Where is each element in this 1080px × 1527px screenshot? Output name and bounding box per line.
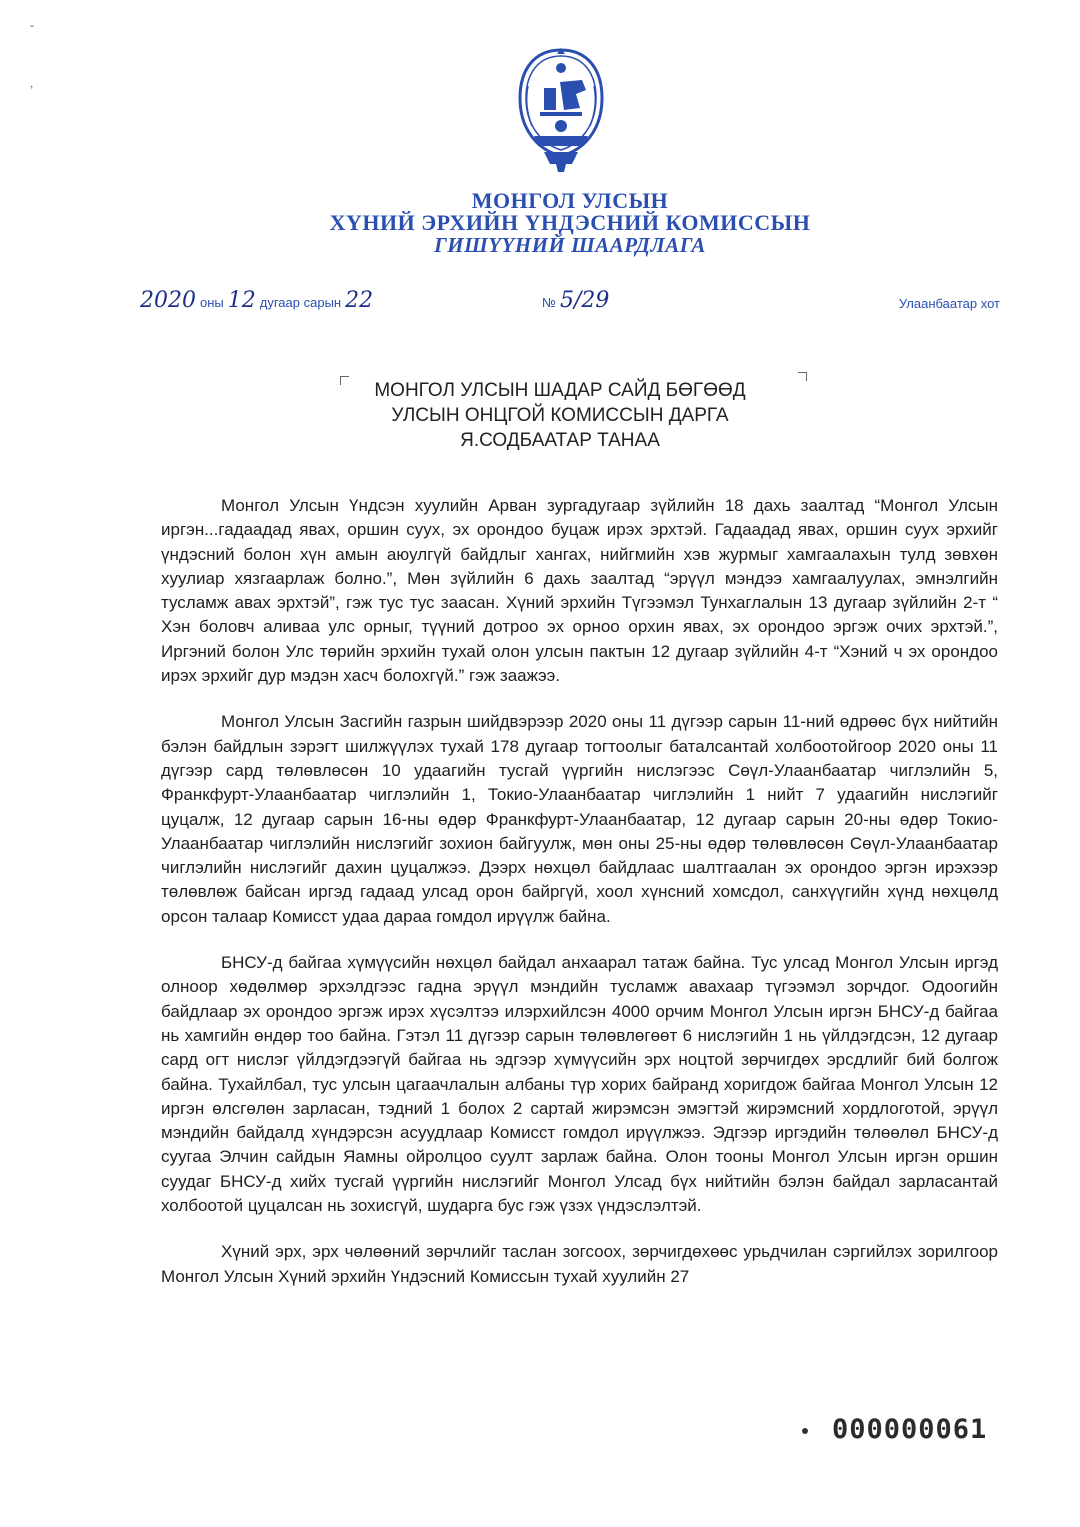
issuing-organization (190, 190, 950, 256)
addressee-block (290, 378, 830, 453)
date-year: 2020 (140, 288, 196, 313)
stamp-dot (802, 1428, 808, 1434)
org-line-country: МОНГОЛ УЛСЫН (471, 188, 669, 213)
document-number (538, 288, 609, 313)
serial-number: 000000061 (832, 1414, 988, 1445)
addressee-line-3: Я.СОДБААТАР ТАНАА (460, 430, 660, 451)
body-paragraph: Монгол Улсын Үндсэн хуулийн Арван зургадугаар зүйлийн 18 дахь заалтад “Монгол Улсын иргэн...гадаадад явах, оршин суух, эх орондоо буцаж ирэх эрхтэй. Гадаадад явах, оршин суух эрхийг үндэсний болон хүн амын аюулгүй байдлыг хангах, нийгмийн хэв журмыг хамгаалахын тулд зөвхөн хуулиар хязгаарлаж болно.”, Мөн зүйлийн 6 дахь заалтад “эрүүл мэндээ хамгаалуулах, эмнэлгийн тусламж авах эрхтэй”, гэж тус тус заасан. Хүний эрхийн Түгээмэл Тунхаглалын 13 дугаар зүйлийн 2-т “ Хэн боловч аливаа улс орныг, түүний дотроо эх орноо орхин явах, эх орондоо эргэж очих эрхтэй.”, Иргэний болон Улс төрийн эрхийн тухай олон улсын пактын 12 дугаар зүйлийн 4-т “Хэний ч эх орондоо ирэх эрхийг дур мэдэн хасч болохгүй.” гэж заажээ. (161, 496, 998, 686)
serial-stamp (802, 1414, 1002, 1454)
date-month: 12 (227, 288, 256, 313)
org-line-document-type: ГИШҮҮНИЙ ШААРДЛАГА (434, 233, 706, 257)
body-paragraph: Хүний эрх, эрх чөлөөний зөрчлийг таслан зогсоох, зөрчигдөхөөс урьдчилан сэргийлэх зорилгоор Монгол Улсын Хүний эрхийн Үндэсний Комиссын тухай хуулийн 27 (161, 1242, 998, 1286)
date-year-suffix: оны (200, 295, 224, 310)
document-city: Улаанбаатар хот (898, 296, 1000, 311)
org-line-commission: ХҮНИЙ ЭРХИЙН ҮНДЭСНИЙ КОМИССЫН (329, 210, 811, 235)
margin-dash-mark: - (30, 18, 34, 32)
addressee-line-1: МОНГОЛ УЛСЫН ШАДАР САЙД БӨГӨӨД (374, 380, 746, 401)
date-day: 22 (345, 288, 374, 313)
margin-tick-mark: , (30, 76, 34, 90)
body-paragraph: БНСУ-д байгаа хүмүүсийн нөхцөл байдал анхаарал татаж байна. Тус улсад Монгол Улсын иргэд олноор хөдөлмөр эрхэлдгээс гадна эрүүл мэндийн тусламж авахаар түгээмэл зорчдог. Одоогийн байдлаар эх орондоо эргэж ирэх хүсэлтээ илэрхийлсэн 4000 орчим Монгол Улсын иргэн БНСУ-д байгаа нь хамгийн өндөр тоо байна. Гэтэл 11 дүгээр сарын төлөвлөгөөт 6 нислэгийн 1 нь үйлдэгдсэн, 12 дугаар сард огт нислэг үйлдэгдээгүй байгаа нь эдгээр хүмүүсийн эрх ноцтой зөрчигдөх эрсдлийг бий болгож байна. Тухайлбал, тус улсын цагаачлалын албаны түр хорих байранд хоригдож байгаа Монгол Улсын 12 иргэн өлсгөлөн зарласан, тэдний 1 болох 2 сартай жирэмсэн эмэгтэй жирэмсний хордлоготой, эрүүл мэндийн байдалд хүндэрсэн асуудлаар Комисст гомдол ирүүлжээ. Эдгээр иргэдийн төлөөлөл БНСУ-д суугаа Элчин сайдын Яамны ойролцоо суулт зарлаж байна. Олон тооны Монгол Улсын иргэн оршин суудаг БНСУ-д хийх тусгай үүргийн нислэгийг Монгол Улсад бүх нийтийн бэлэн байдал зарласантай холбоотой цуцалсан нь зохисгүй, шударга бус гэж үзэх үндэслэлтэй. (161, 953, 998, 1216)
letter-body (161, 494, 998, 1311)
addressee-line-2: УЛСЫН ОНЦГОЙ КОМИССЫН ДАРГА (391, 405, 729, 426)
number-prefix: № (542, 295, 556, 310)
date-month-suffix: дугаар сарын (259, 295, 342, 310)
document-date (140, 288, 373, 313)
number-value: 5/29 (559, 288, 610, 313)
body-paragraph: Монгол Улсын Засгийн газрын шийдвэрээр 2020 оны 11 дүгээр сарын 11-ний өдрөөс бүх нийтийн бэлэн байдлын зэрэгт шилжүүлэх тухай 178 дугаар тогтоолыг баталсантай холбоотойгоор 2020 оны 11 дүгээр сард төлөвлөсөн 10 удаагийн тусгай үүргийн нислэгээс Сөүл-Улаанбаатар чиглэлийн 5, Франкфурт-Улаанбаатар чиглэлийн 1, Токио-Улаанбаатар чиглэлийн 1 нийт 7 удаагийн нислэгийг цуцалж, 12 дугаар сарын 16-ны өдөр Франкфурт-Улаанбаатар, 12 дугаар сарын 20-ны өдөр Токио-Улаанбаатар чиглэлийн нислэгийг зохион байгуулж, мөн оны 25-ны өдөр төлөвлөсөн Сөүл-Улаанбаатар чиглэлийн нислэгийг дахин цуцалжээ. Дээрх нөхцөл байдлаас шалтгаалан эх орондоо эргэн ирэхээр төлөвлөж байсан иргэд гадаад улсад орон байргүй, хоол хүнсний хомсдол, санхүүгийн хүнд нөхцөлд орсон талаар Комисст удаа дараа гомдол ирүүлж байна. (161, 712, 998, 926)
state-emblem-icon (514, 46, 608, 174)
document-meta (140, 288, 1000, 322)
